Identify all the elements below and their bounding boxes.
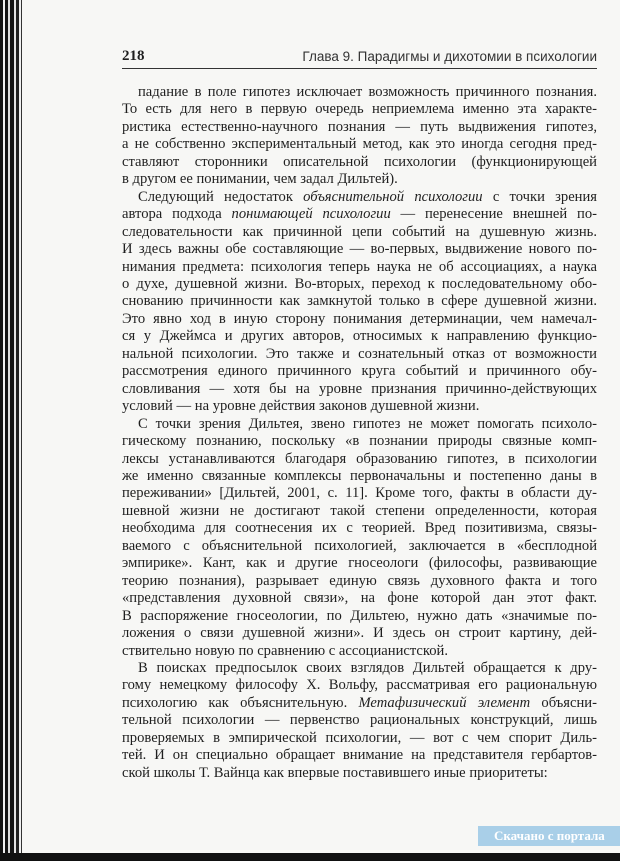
scan-binding-edge: [0, 0, 26, 861]
text-line: [122, 503, 597, 520]
text-line: [122, 154, 597, 171]
text-line: [122, 381, 597, 398]
text-line: [122, 765, 597, 782]
text-segment: Это явно ход в иную сторону понимания детерминации, чем намечал-: [122, 310, 597, 327]
text-line: [122, 363, 597, 380]
text-line: [122, 241, 597, 258]
text-segment: ствительно новую по сравнению с ассоцианистской.: [122, 642, 448, 659]
text-segment: объясни-: [530, 694, 597, 711]
text-line: [122, 224, 597, 241]
text-segment: тей. И он специально обращает внимание на представителя гербартов-: [122, 747, 597, 764]
paragraph: [122, 416, 597, 660]
paragraph: [122, 84, 597, 189]
text-segment: рассмотрения единого причинного круга событий и причинного обу-: [122, 363, 597, 380]
italic-term: Метафизический элемент: [358, 694, 531, 711]
text-segment: — перенесение внешней по-: [390, 206, 597, 223]
page-header: [122, 46, 597, 69]
paragraph: [122, 189, 597, 416]
text-segment: ставляют сторонники описательной психологии (функционирующей: [122, 153, 597, 170]
text-segment: словливания — хотя бы на уровне признания причинно-действующих: [122, 380, 597, 397]
text-line: [122, 136, 597, 153]
text-line: [122, 747, 597, 764]
text-line: [122, 416, 597, 433]
text-segment: проверяемых в эмпирической психологии, — вот с чем спорит Диль-: [122, 729, 597, 746]
text-segment: переживании» [Дильтей, 2001, с. 11]. Кроме того, факты в области ду-: [122, 485, 597, 502]
text-segment: снованию причинности как замкнутой только в сфере душевной жизни.: [122, 293, 597, 310]
text-line: [122, 206, 597, 223]
text-segment: а не собственно экспериментальный метод, как это иногда сегодня пред-: [122, 136, 597, 153]
paragraph: [122, 660, 597, 782]
italic-term: объяснительной психологии: [303, 188, 483, 205]
running-title: Глава 9. Парадигмы и дихотомии в психологии: [302, 49, 597, 64]
text-segment: Следующий недостаток: [138, 188, 304, 205]
italic-term: понимающей психологии: [231, 206, 391, 223]
text-segment: автора подхода: [122, 206, 232, 223]
text-segment: ся у Джеймса и других авторов, относимых к направлению функцио-: [122, 328, 597, 345]
text-segment: гому немецкому философу Х. Вольфу, рассматривая его рациональную: [122, 677, 597, 694]
text-segment: ваемого с объяснительной психологией, заключается в «бесплодной: [122, 537, 597, 554]
text-line: [122, 573, 597, 590]
text-line: [122, 276, 597, 293]
page-number: 218: [122, 48, 145, 64]
text-line: [122, 520, 597, 537]
text-segment: необходима для соотнесения их с теорией. Вред позитивизма, связы-: [122, 520, 597, 537]
text-line: [122, 433, 597, 450]
text-segment: следовательности как причинной цепи событий на душевную жизнь.: [122, 223, 597, 240]
text-line: [122, 625, 597, 642]
text-segment: нимания предмета: психология теперь наука не об ассоциациях, а наука: [122, 258, 597, 275]
text-segment: с точки зрения: [482, 188, 598, 205]
text-line: [122, 643, 597, 660]
text-line: [122, 259, 597, 276]
text-segment: эмпирике». Кант, как и другие гносеологи (философы, развивающие: [122, 555, 597, 572]
text-line: [122, 293, 597, 310]
text-line: [122, 119, 597, 136]
text-line: [122, 677, 597, 694]
text-segment: В распоряжение гносеологии, по Дильтею, нужно дать «значимые по-: [122, 607, 597, 624]
text-segment: ристика естественно-научного познания — путь выдвижения гипотез,: [122, 118, 597, 135]
text-line: [122, 101, 597, 118]
text-line: [122, 608, 597, 625]
text-line: [122, 398, 597, 415]
text-segment: же именно связанные комплексы первоначальны и постепенно даны в: [122, 467, 597, 484]
text-line: [122, 660, 597, 677]
text-segment: тельной психологии — первенство рациональных конструкций, лишь: [122, 712, 597, 729]
text-line: [122, 555, 597, 572]
text-segment: ложения о связи душевной жизни». И здесь он строит картину, дей-: [122, 625, 597, 642]
text-segment: условий — на уровне действия законов душевной жизни.: [122, 398, 480, 415]
text-segment: ской школы Т. Вайнца как впервые поставившего иные приоритеты:: [122, 764, 548, 781]
text-segment: В поисках предпосылок своих взглядов Дильтей обращается к дру-: [138, 659, 597, 676]
text-segment: в другом ее понимании, чем задал Дильтей).: [122, 171, 398, 188]
text-line: [122, 730, 597, 747]
text-line: [122, 451, 597, 468]
text-line: [122, 485, 597, 502]
text-segment: лексы устанавливаются благодаря образованию гипотез, в психологии: [122, 450, 597, 467]
text-segment: И здесь важны обе составляющие — во-первых, выдвижение нового по-: [122, 241, 597, 258]
scan-bottom-edge: [0, 853, 620, 861]
text-line: [122, 346, 597, 363]
text-line: [122, 590, 597, 607]
text-segment: нальной психологии. Это также и сознательный отказ от возможности: [122, 345, 597, 362]
text-segment: теорию познания), разрывает единую связь духовного факта и того: [122, 572, 597, 589]
text-line: [122, 171, 597, 188]
text-segment: гическому познанию, поскольку «в познании природы связные комп-: [122, 433, 597, 450]
body-text: [122, 84, 597, 782]
text-segment: психологию как объяснительную.: [122, 694, 359, 711]
text-segment: «представления духовной связи», на фоне которой дан этот факт.: [122, 590, 597, 607]
text-line: [122, 311, 597, 328]
text-segment: о духе, душевной жизни. Во-вторых, переход к последовательному обо-: [122, 275, 597, 292]
text-line: [122, 712, 597, 729]
text-segment: То есть для него в первую очередь неприемлема именно эта характе-: [122, 101, 597, 118]
text-line: [122, 695, 597, 712]
text-line: [122, 538, 597, 555]
text-segment: С точки зрения Дильтея, звено гипотез не может помогать психоло-: [138, 415, 597, 432]
watermark-banner: Скачано с портала: [478, 826, 620, 846]
text-line: [122, 84, 597, 101]
text-line: [122, 328, 597, 345]
text-segment: падание в поле гипотез исключает возможность причинного познания.: [138, 84, 597, 100]
text-segment: шевной жизни не достигают такой степени определенности, которая: [122, 502, 597, 519]
text-line: [122, 189, 597, 206]
text-line: [122, 468, 597, 485]
